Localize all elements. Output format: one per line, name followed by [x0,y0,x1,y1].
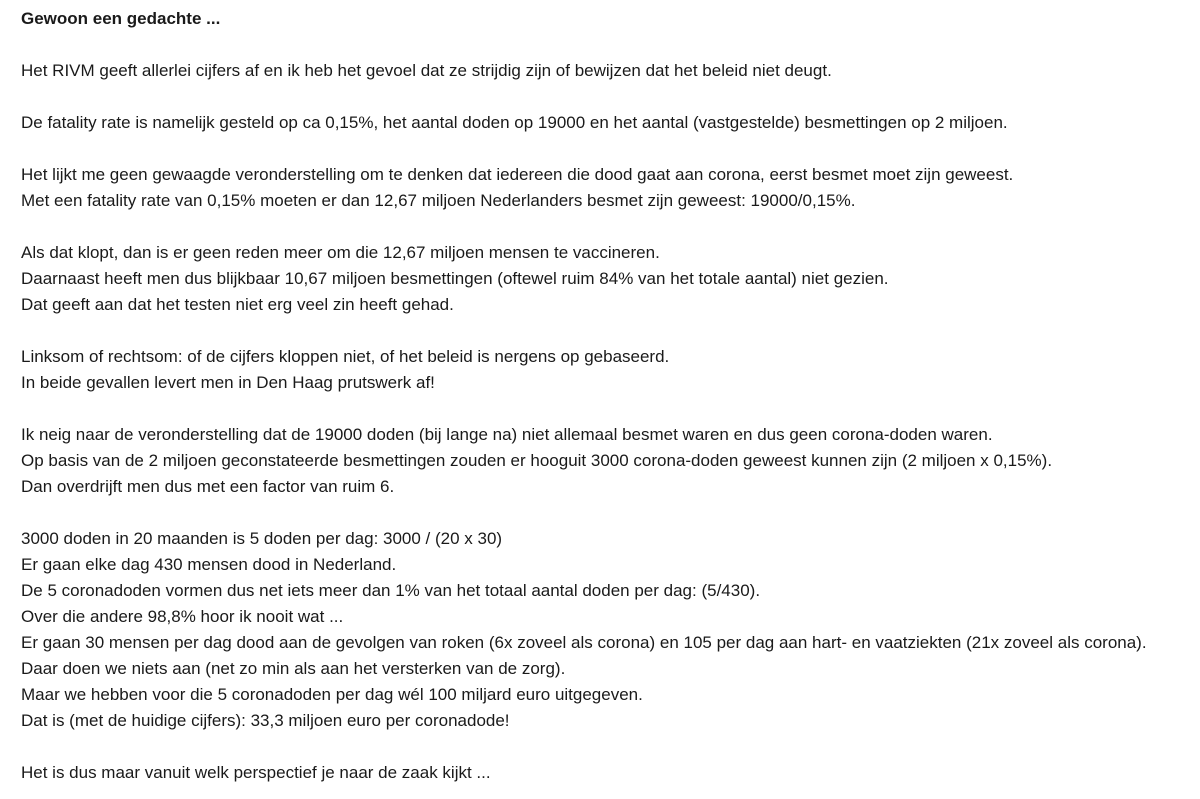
text-line: Dat is (met de huidige cijfers): 33,3 miljoen euro per coronadode! [21,711,510,730]
text-line: Over die andere 98,8% hoor ik nooit wat ... [21,607,344,626]
paragraph [21,240,1200,318]
text-line: Er gaan elke dag 430 mensen dood in Nederland. [21,555,397,574]
text-line: Op basis van de 2 miljoen geconstateerde besmettingen zouden er hooguit 3000 corona-doden geweest kunnen zijn (2 miljoen x 0,15%). [21,451,1053,470]
text-line: Het lijkt me geen gewaagde veronderstelling om te denken dat iedereen die dood gaat aan corona, eerst besmet moet zijn geweest. [21,165,1014,184]
text-line: Er gaan 30 mensen per dag dood aan de gevolgen van roken (6x zoveel als corona) en 105 per dag aan hart- en vaatziekten (21x zoveel als corona). [21,633,1147,652]
post-title: Gewoon een gedachte ... [21,9,221,28]
text-line: 3000 doden in 20 maanden is 5 doden per dag: 3000 / (20 x 30) [21,529,503,548]
text-line: Daar doen we niets aan (net zo min als aan het versterken van de zorg). [21,659,566,678]
text-line: Het RIVM geeft allerlei cijfers af en ik heb het gevoel dat ze strijdig zijn of bewijzen dat het beleid niet deugt. [21,61,832,80]
text-line: Als dat klopt, dan is er geen reden meer om die 12,67 miljoen mensen te vaccineren. [21,243,660,262]
text-line: De fatality rate is namelijk gesteld op ca 0,15%, het aantal doden op 19000 en het aantal (vastgestelde) besmettingen op 2 miljoen. [21,113,1008,132]
paragraph [21,526,1200,734]
paragraph [21,344,1200,396]
paragraph [21,58,1200,84]
text-line: Linksom of rechtsom: of de cijfers kloppen niet, of het beleid is nergens op gebaseerd. [21,347,670,366]
text-line: De 5 coronadoden vormen dus net iets meer dan 1% van het totaal aantal doden per dag: (5/430). [21,581,761,600]
text-line: Daarnaast heeft men dus blijkbaar 10,67 miljoen besmettingen (oftewel ruim 84% van het totale aantal) niet gezien. [21,269,889,288]
text-line: Maar we hebben voor die 5 coronadoden per dag wél 100 miljard euro uitgegeven. [21,685,643,704]
text-line: Met een fatality rate van 0,15% moeten er dan 12,67 miljoen Nederlanders besmet zijn geweest: 19000/0,15%. [21,191,856,210]
text-line: In beide gevallen levert men in Den Haag prutswerk af! [21,373,435,392]
paragraph [21,110,1200,136]
text-line: Het is dus maar vanuit welk perspectief je naar de zaak kijkt ... [21,763,491,782]
paragraph [21,422,1200,500]
text-line: Ik neig naar de veronderstelling dat de 19000 doden (bij lange na) niet allemaal besmet waren en dus geen corona-doden waren. [21,425,993,444]
paragraph [21,162,1200,214]
paragraph [21,760,1200,786]
text-line: Dan overdrijft men dus met een factor van ruim 6. [21,477,395,496]
text-line: Dat geeft aan dat het testen niet erg veel zin heeft gehad. [21,295,454,314]
